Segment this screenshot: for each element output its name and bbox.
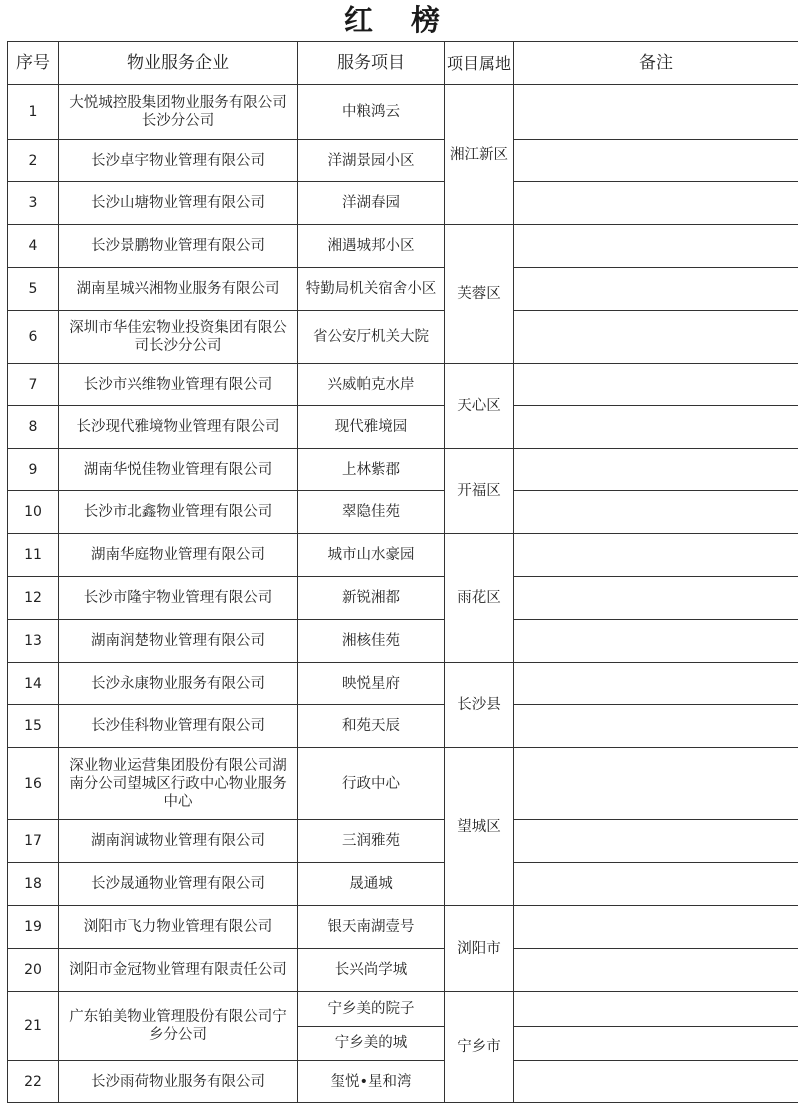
row-company: 长沙晟通物业管理有限公司 — [59, 863, 298, 906]
row-remark — [514, 620, 798, 663]
row-project: 银天南湖壹号 — [298, 906, 445, 949]
table-row — [8, 182, 798, 225]
row-remark — [514, 820, 798, 863]
row-project: 洋湖春园 — [298, 182, 445, 225]
table-row — [8, 949, 798, 992]
table-row — [8, 225, 798, 268]
table-row — [8, 577, 798, 620]
row-remark — [514, 1061, 798, 1103]
row-company: 长沙佳科物业管理有限公司 — [59, 705, 298, 748]
table-row — [8, 906, 798, 949]
row-seq: 5 — [8, 268, 59, 311]
row-region: 长沙县 — [445, 663, 514, 748]
row-seq: 6 — [8, 311, 59, 364]
row-seq: 11 — [8, 534, 59, 577]
row-seq: 16 — [8, 748, 59, 820]
row-remark — [514, 491, 798, 534]
row-remark — [514, 1026, 798, 1061]
row-company: 长沙永康物业服务有限公司 — [59, 663, 298, 705]
row-project: 行政中心 — [298, 748, 445, 820]
table-row — [8, 406, 798, 449]
row-seq: 18 — [8, 863, 59, 906]
row-company: 深业物业运营集团股份有限公司湖南分公司望城区行政中心物业服务中心 — [59, 748, 298, 820]
table-row — [8, 534, 798, 577]
row-remark — [514, 705, 798, 748]
row-company: 长沙山塘物业管理有限公司 — [59, 182, 298, 225]
row-project: 湘遇城邦小区 — [298, 225, 445, 268]
row-region: 宁乡市 — [445, 992, 514, 1103]
row-project: 玺悦•星和湾 — [298, 1061, 445, 1103]
row-region: 芙蓉区 — [445, 225, 514, 364]
row-seq: 10 — [8, 491, 59, 534]
row-project: 长兴尚学城 — [298, 949, 445, 992]
row-remark — [514, 577, 798, 620]
row-remark — [514, 949, 798, 992]
row-seq: 13 — [8, 620, 59, 663]
row-seq: 9 — [8, 449, 59, 491]
row-remark — [514, 449, 798, 491]
row-project: 宁乡美的城 — [298, 1026, 445, 1061]
table-row — [8, 863, 798, 906]
row-seq: 2 — [8, 140, 59, 182]
header-project: 服务项目 — [298, 42, 445, 85]
row-seq: 17 — [8, 820, 59, 863]
row-region: 雨花区 — [445, 534, 514, 663]
row-project: 和苑天辰 — [298, 705, 445, 748]
table-row — [8, 620, 798, 663]
row-seq: 3 — [8, 182, 59, 225]
table-row — [8, 820, 798, 863]
header-remark: 备注 — [514, 42, 798, 85]
row-seq: 22 — [8, 1061, 59, 1103]
table-row — [8, 748, 798, 820]
row-company: 长沙现代雅境物业管理有限公司 — [59, 406, 298, 449]
row-project: 映悦星府 — [298, 663, 445, 705]
table-row — [8, 268, 798, 311]
row-seq: 21 — [8, 992, 59, 1061]
row-remark — [514, 406, 798, 449]
row-seq: 8 — [8, 406, 59, 449]
row-company: 浏阳市金冠物业管理有限责任公司 — [59, 949, 298, 992]
header-region: 项目属地 — [445, 42, 514, 85]
row-project: 翠隐佳苑 — [298, 491, 445, 534]
row-project: 现代雅境园 — [298, 406, 445, 449]
row-remark — [514, 534, 798, 577]
table-row — [8, 449, 798, 491]
row-region: 浏阳市 — [445, 906, 514, 992]
row-remark — [514, 748, 798, 820]
header-company: 物业服务企业 — [59, 42, 298, 85]
header-row — [8, 42, 798, 85]
table-row — [8, 311, 798, 364]
red-list-table — [7, 41, 798, 1103]
row-project: 洋湖景园小区 — [298, 140, 445, 182]
row-remark — [514, 364, 798, 406]
row-project: 中粮鸿云 — [298, 85, 445, 140]
row-seq: 20 — [8, 949, 59, 992]
row-company: 湖南华悦佳物业管理有限公司 — [59, 449, 298, 491]
row-company: 深圳市华佳宏物业投资集团有限公司长沙分公司 — [59, 311, 298, 364]
row-seq: 1 — [8, 85, 59, 140]
row-seq: 12 — [8, 577, 59, 620]
table-row — [8, 1061, 798, 1103]
row-company: 浏阳市飞力物业管理有限公司 — [59, 906, 298, 949]
row-seq: 7 — [8, 364, 59, 406]
row-company: 湖南润楚物业管理有限公司 — [59, 620, 298, 663]
row-remark — [514, 663, 798, 705]
row-project: 特勤局机关宿舍小区 — [298, 268, 445, 311]
table-row — [8, 705, 798, 748]
row-region: 望城区 — [445, 748, 514, 906]
row-remark — [514, 140, 798, 182]
row-remark — [514, 992, 798, 1027]
table-row — [8, 491, 798, 534]
row-project: 晟通城 — [298, 863, 445, 906]
row-remark — [514, 311, 798, 364]
row-company: 长沙市兴维物业管理有限公司 — [59, 364, 298, 406]
row-company: 湖南星城兴湘物业服务有限公司 — [59, 268, 298, 311]
row-remark — [514, 863, 798, 906]
row-region: 湘江新区 — [445, 85, 514, 225]
row-company: 长沙雨荷物业服务有限公司 — [59, 1061, 298, 1103]
row-region: 开福区 — [445, 449, 514, 534]
row-company: 长沙市北鑫物业管理有限公司 — [59, 491, 298, 534]
page-title: 红 榜 — [343, 3, 455, 37]
row-project: 宁乡美的院子 — [298, 992, 445, 1027]
row-seq: 14 — [8, 663, 59, 705]
row-company: 湖南华庭物业管理有限公司 — [59, 534, 298, 577]
row-project: 湘核佳苑 — [298, 620, 445, 663]
row-project: 省公安厅机关大院 — [298, 311, 445, 364]
row-remark — [514, 906, 798, 949]
row-company: 长沙卓宇物业管理有限公司 — [59, 140, 298, 182]
row-remark — [514, 225, 798, 268]
row-region: 天心区 — [445, 364, 514, 449]
row-seq: 15 — [8, 705, 59, 748]
row-company: 长沙景鹏物业管理有限公司 — [59, 225, 298, 268]
row-remark — [514, 85, 798, 140]
row-company: 广东铂美物业管理股份有限公司宁乡分公司 — [59, 992, 298, 1061]
row-seq: 4 — [8, 225, 59, 268]
table-row — [8, 364, 798, 406]
row-project: 城市山水豪园 — [298, 534, 445, 577]
table-row — [8, 992, 798, 1027]
row-project: 兴威帕克水岸 — [298, 364, 445, 406]
row-remark — [514, 268, 798, 311]
table-row — [8, 663, 798, 705]
row-company: 长沙市隆宇物业管理有限公司 — [59, 577, 298, 620]
table-row — [8, 85, 798, 140]
row-seq: 19 — [8, 906, 59, 949]
row-project: 上林紫郡 — [298, 449, 445, 491]
row-project: 新锐湘都 — [298, 577, 445, 620]
row-company: 大悦城控股集团物业服务有限公司长沙分公司 — [59, 85, 298, 140]
row-remark — [514, 182, 798, 225]
header-seq: 序号 — [8, 42, 59, 85]
row-company: 湖南润诚物业管理有限公司 — [59, 820, 298, 863]
row-project: 三润雅苑 — [298, 820, 445, 863]
table-row — [8, 140, 798, 182]
